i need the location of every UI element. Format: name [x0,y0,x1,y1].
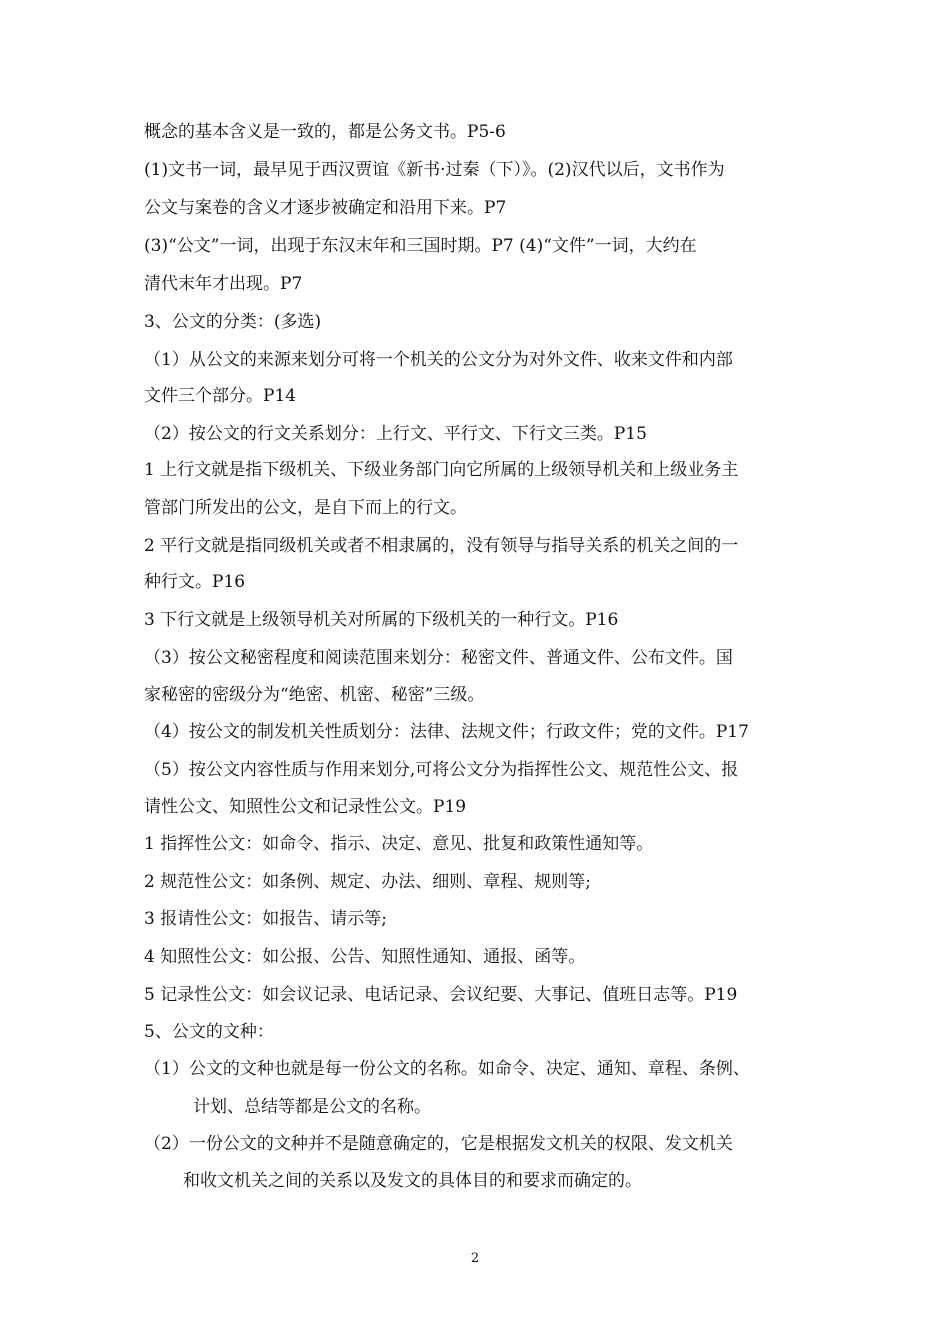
text-line: （1）从公文的来源来划分可将一个机关的公文分为对外文件、收来文件和内部 [144,350,733,370]
list-item: 3 报请性公文：如报告、请示等; [144,909,387,929]
text-line: （4）按公文的制发机关性质划分：法律、法规文件；行政文件；党的文件。P17 [144,722,749,742]
text-line: 公文与案卷的含义才逐步被确定和沿用下来。P7 [144,198,507,218]
text-line: 1 上行文就是指下级机关、下级业务部门向它所属的上级领导机关和上级业务主 [144,460,739,480]
text-line: 请性公文、知照性公文和记录性公文。P19 [144,797,467,817]
text-line: 文件三个部分。P14 [144,386,297,406]
text-line: 概念的基本含义是一致的，都是公务文书。P5-6 [144,122,506,142]
section-heading: 5、公文的文种： [144,1022,274,1042]
text-line: 和收文机关之间的关系以及发文的具体目的和要求而确定的。 [183,1171,642,1191]
list-item: 1 指挥性公文：如命令、指示、决定、意见、批复和政策性通知等。 [144,834,654,854]
text-line: 3 下行文就是上级领导机关对所属的下级机关的一种行文。P16 [144,610,619,630]
text-line: （5）按公文内容性质与作用来划分,可将公文分为指挥性公文、规范性公文、报 [144,760,739,780]
text-line: （2）一份公文的文种并不是随意确定的，它是根据发文机关的权限、发文机关 [144,1134,733,1154]
text-line: 2 平行文就是指同级机关或者不相隶属的，没有领导与指导关系的机关之间的一 [144,536,739,556]
text-line: (1)文书一词，最早见于西汉贾谊《新书·过秦（下）》。(2)汉代以后，文书作为 [144,160,725,180]
text-line: （2）按公文的行文关系划分：上行文、平行文、下行文三类。P15 [144,424,647,444]
text-line: 家秘密的密级分为“绝密、机密、秘密”三级。 [144,685,485,705]
text-line: 种行文。P16 [144,572,246,592]
text-line: 管部门所发出的公文，是自下而上的行文。 [144,498,467,518]
list-item: 2 规范性公文：如条例、规定、办法、细则、章程、规则等; [144,872,591,892]
text-line: （3）按公文秘密程度和阅读范围来划分：秘密文件、普通文件、公布文件。国 [144,648,733,668]
text-line: 计划、总结等都是公文的名称。 [193,1097,431,1117]
page-number: 2 [470,1251,480,1266]
text-line: （1）公文的文种也就是每一份公文的名称。如命令、决定、通知、章程、条例、 [144,1059,750,1079]
list-item: 4 知照性公文：如公报、公告、知照性通知、通报、函等。 [144,947,586,967]
text-line: (3)“公文”一词，出现于东汉末年和三国时期。P7 (4)“文件”一词，大约在 [144,236,697,256]
section-heading: 3、公文的分类：(多选) [144,312,322,332]
list-item: 5 记录性公文：如会议记录、电话记录、会议纪要、大事记、值班日志等。P19 [144,985,738,1005]
text-line: 清代末年才出现。P7 [144,274,303,294]
